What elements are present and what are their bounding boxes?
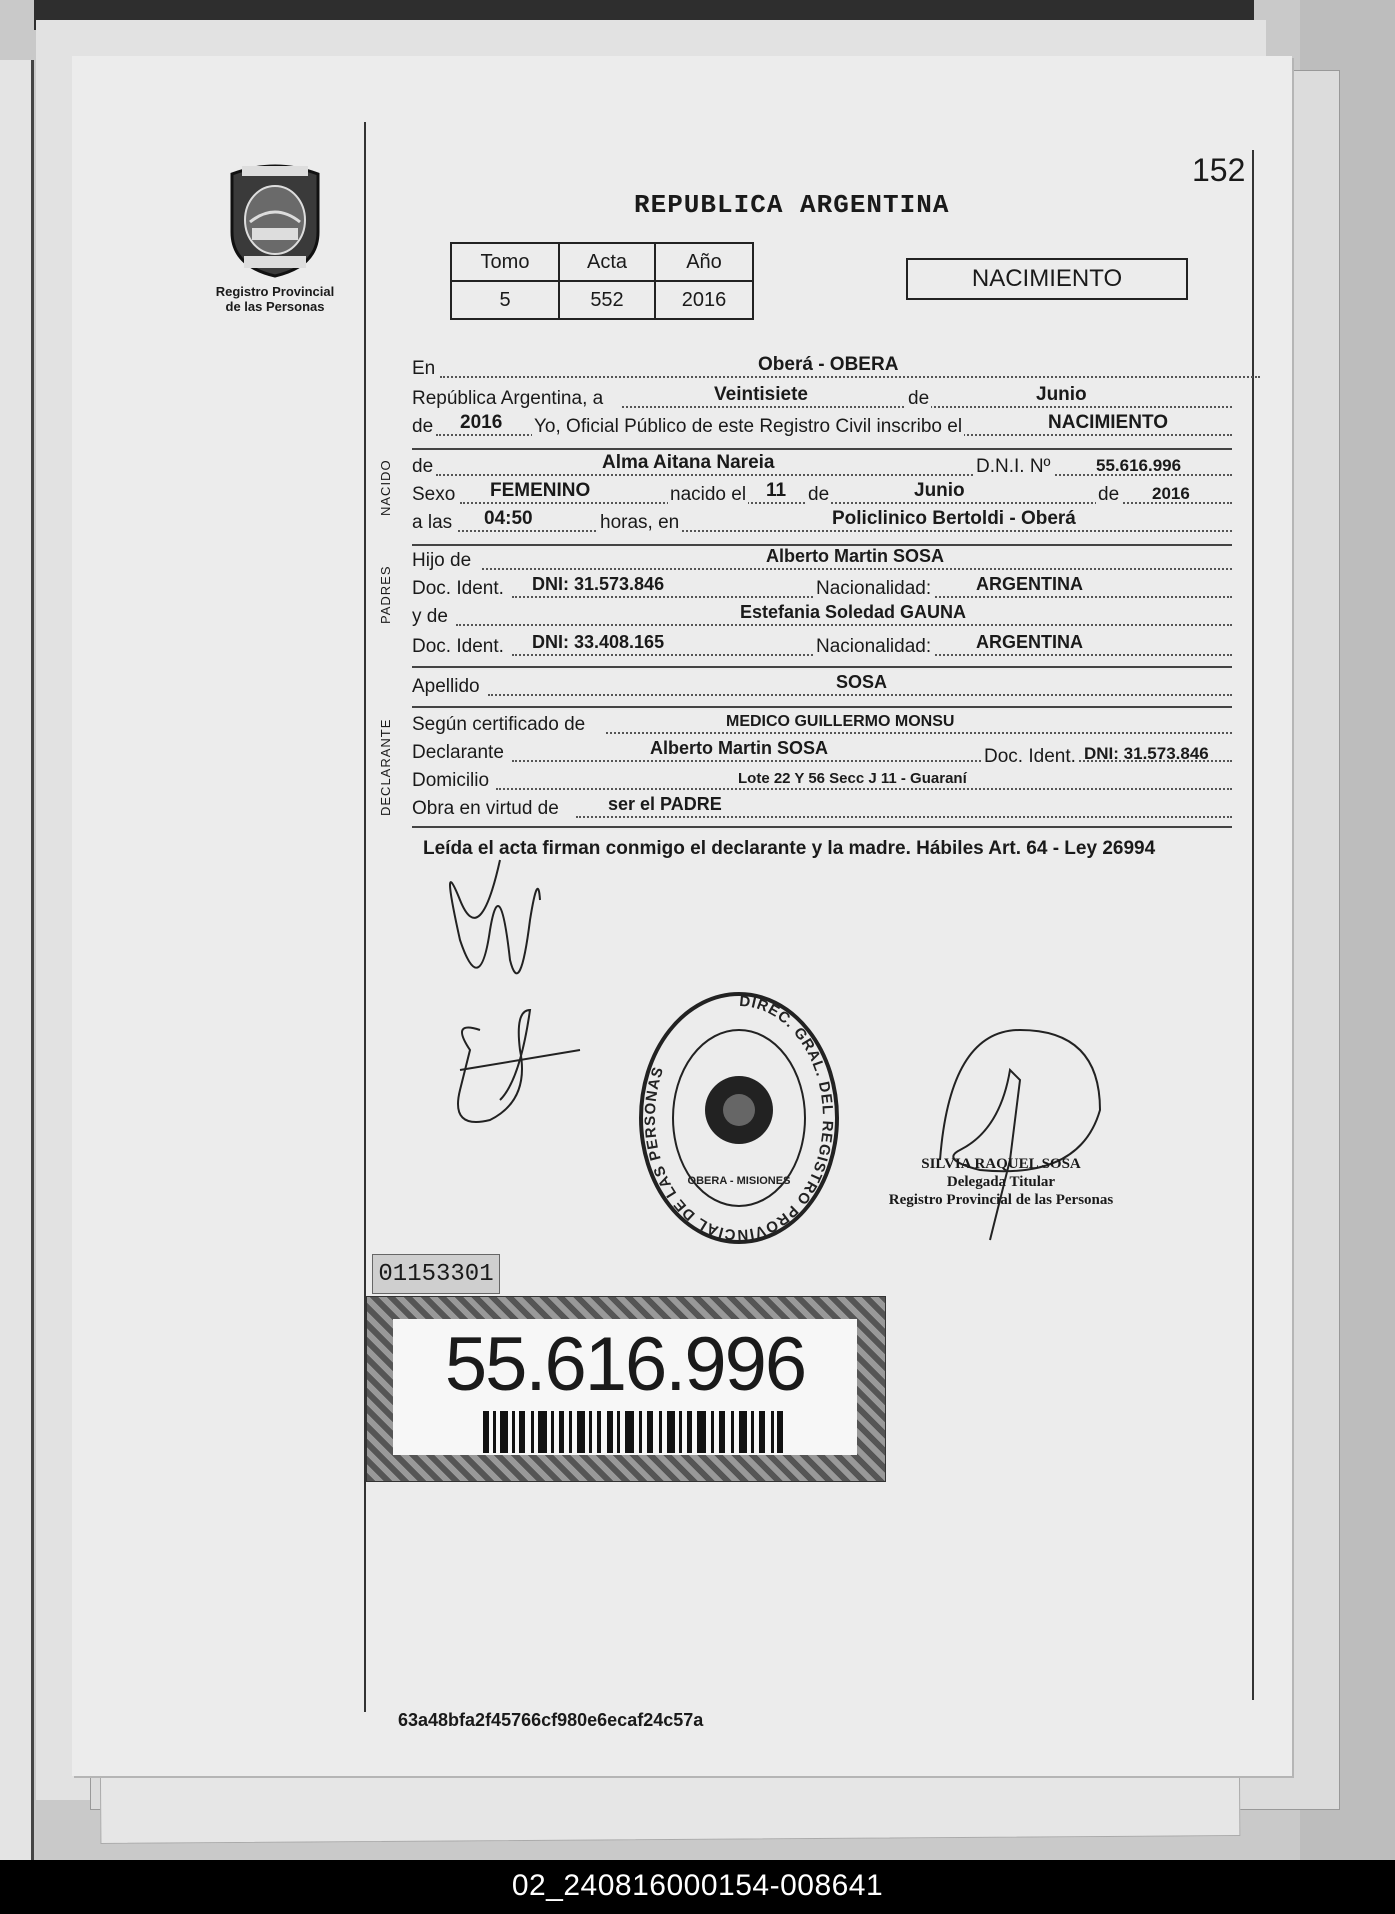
dotted-line: [458, 530, 1232, 532]
row-child-name: [412, 454, 1232, 480]
label-declarante: Declarante: [412, 742, 504, 763]
label-nacionalidad: Nacionalidad:: [816, 578, 932, 599]
value-mother-name: Estefania Soledad GAUNA: [740, 602, 967, 622]
row-obra: [412, 796, 1232, 822]
label-dni: D.N.I. Nº: [976, 456, 1051, 477]
row-mother-doc: [412, 634, 1232, 660]
row-sex-birth: [412, 482, 1232, 508]
value-child-dni: 55.616.996: [1096, 456, 1182, 475]
dni-label-inner: [393, 1319, 857, 1455]
dotted-line: [606, 732, 1232, 734]
label-domicilio: Domicilio: [412, 770, 490, 791]
section-divider: [412, 706, 1232, 708]
row-place: [412, 356, 1232, 382]
row-father: [412, 548, 1232, 574]
section-divider: [412, 826, 1232, 828]
row-year: [412, 414, 1232, 440]
value-surname: SOSA: [836, 672, 888, 692]
value-month: Junio: [1036, 384, 1087, 405]
officer-name: SILVIA RAQUEL SOSA: [921, 1156, 1081, 1172]
label-hijo-de: Hijo de: [412, 550, 472, 571]
value-declarant-name: Alberto Martin SOSA: [650, 738, 829, 758]
dotted-line: [576, 816, 1232, 818]
label-nacionalidad: Nacionalidad:: [816, 636, 932, 657]
crest-caption-line1: Registro Provincial: [215, 284, 335, 299]
label-de-year: de: [412, 416, 434, 437]
crest-caption-line2: de las Personas: [225, 299, 325, 314]
value-birth-place: Policlinico Bertoldi - Oberá: [832, 508, 1076, 529]
officer-organization: Registro Provincial de las Personas: [888, 1192, 1114, 1208]
value-father-nationality: ARGENTINA: [976, 574, 1083, 594]
declarant-signature-icon: [450, 860, 540, 973]
dotted-line: [456, 624, 1232, 626]
value-day-words: Veintisiete: [714, 384, 808, 405]
value-declarant-doc: DNI: 31.573.846: [1084, 744, 1209, 763]
row-father-doc: [412, 576, 1232, 602]
value-address: Lote 22 Y 56 Secc J 11 - Guaraní: [738, 770, 967, 787]
record-table-value-row: [451, 281, 753, 319]
scan-id: 02_240816000154-008641: [511, 1869, 884, 1902]
row-address: [412, 768, 1232, 794]
province-crest-icon: [222, 162, 328, 278]
scan-id-strip: [0, 1860, 1395, 1914]
label-republica: República Argentina, a: [412, 388, 604, 409]
header-acta: Acta: [559, 243, 655, 281]
label-en: En: [412, 358, 436, 379]
crest-caption: [200, 284, 350, 314]
folder-left-edge: [0, 60, 34, 1860]
section-divider: [412, 666, 1232, 668]
record-table-header-row: [451, 243, 753, 281]
value-father-name: Alberto Martin SOSA: [766, 546, 945, 566]
dotted-line: [496, 788, 1232, 790]
value-time: 04:50: [484, 508, 533, 529]
dotted-line: [488, 694, 1232, 696]
header-anio: Año: [655, 243, 753, 281]
seal-inner-text: OBERA - MISIONES: [687, 1175, 791, 1187]
act-type-box: NACIMIENTO: [906, 258, 1188, 300]
label-de-year2: de: [1098, 484, 1120, 505]
record-table: [450, 242, 754, 320]
label-horas-en: horas, en: [600, 512, 680, 533]
section-label-nacido: NACIDO: [378, 459, 393, 516]
intro-text: Yo, Oficial Público de este Registro Civil inscribo el: [534, 416, 963, 437]
value-mother-nationality: ARGENTINA: [976, 632, 1083, 652]
header-tomo: Tomo: [451, 243, 559, 281]
barcode-icon: [483, 1411, 783, 1453]
folio-number: 152: [1192, 152, 1246, 188]
label-sexo: Sexo: [412, 484, 456, 505]
row-date: [412, 386, 1232, 412]
value-tomo: 5: [451, 281, 559, 319]
section-divider: [412, 448, 1232, 450]
officer-title: Delegada Titular: [946, 1174, 1056, 1190]
dotted-line: [482, 568, 1232, 570]
document-hash: 63a48bfa2f45766cf980e6ecaf24c57a: [398, 1710, 704, 1730]
value-father-doc: DNI: 31.573.846: [532, 574, 665, 594]
label-doc-ident: Doc. Ident.: [984, 746, 1076, 767]
label-y-de: y de: [412, 606, 448, 627]
value-anio: 2016: [655, 281, 753, 319]
label-apellido: Apellido: [412, 676, 480, 697]
dni-number-label: [366, 1296, 886, 1482]
section-label-declarante: DECLARANTE: [378, 718, 393, 816]
seal-ring-text: DIREC. GRAL. DEL REGISTRO PROVINCIAL DE LAS PERSONAS: [641, 992, 837, 1244]
country-heading: REPUBLICA ARGENTINA: [634, 190, 950, 220]
section-label-padres: PADRES: [378, 565, 393, 624]
value-obra: ser el PADRE: [608, 794, 722, 814]
label-a-las: a las: [412, 512, 453, 533]
value-child-name: Alma Aitana Nareia: [602, 452, 775, 473]
dotted-line: [440, 376, 1260, 378]
value-year: 2016: [460, 412, 503, 433]
row-mother: [412, 604, 1232, 630]
dni-big-number: 55.616.996: [444, 1322, 806, 1407]
label-de-name: de: [412, 456, 434, 477]
value-act-word: NACIMIENTO: [1048, 412, 1168, 433]
row-surname: [412, 674, 1232, 700]
label-doc-ident: Doc. Ident.: [412, 636, 504, 657]
value-birth-month: Junio: [914, 480, 965, 501]
label-de: de: [908, 388, 930, 409]
value-sexo: FEMENINO: [490, 480, 591, 501]
value-place: Oberá - OBERA: [758, 354, 899, 375]
margin-rule-right: [1252, 150, 1254, 1700]
mother-signature-icon: [458, 1010, 580, 1122]
row-time-place: [412, 510, 1232, 536]
official-seal: [636, 988, 842, 1248]
value-mother-doc: DNI: 33.408.165: [532, 632, 665, 652]
value-certificate: MEDICO GUILLERMO MONSU: [726, 713, 955, 730]
label-de-month: de: [808, 484, 830, 505]
value-acta: 552: [559, 281, 655, 319]
row-declarant: [412, 740, 1232, 766]
label-nacido-el: nacido el: [670, 484, 747, 505]
value-birth-year: 2016: [1152, 484, 1190, 503]
value-birth-day: 11: [766, 480, 787, 501]
label-doc-ident: Doc. Ident.: [412, 578, 504, 599]
control-number: 01153301: [372, 1254, 500, 1294]
label-segun-certificado: Según certificado de: [412, 714, 586, 735]
label-obra-en-virtud: Obra en virtud de: [412, 798, 559, 819]
row-certificate: [412, 712, 1232, 738]
closing-statement: Leída el acta firman conmigo el declarante y la madre. Hábiles Art. 64 - Ley 26994: [423, 838, 1156, 859]
officer-stamp: [886, 1155, 1116, 1209]
